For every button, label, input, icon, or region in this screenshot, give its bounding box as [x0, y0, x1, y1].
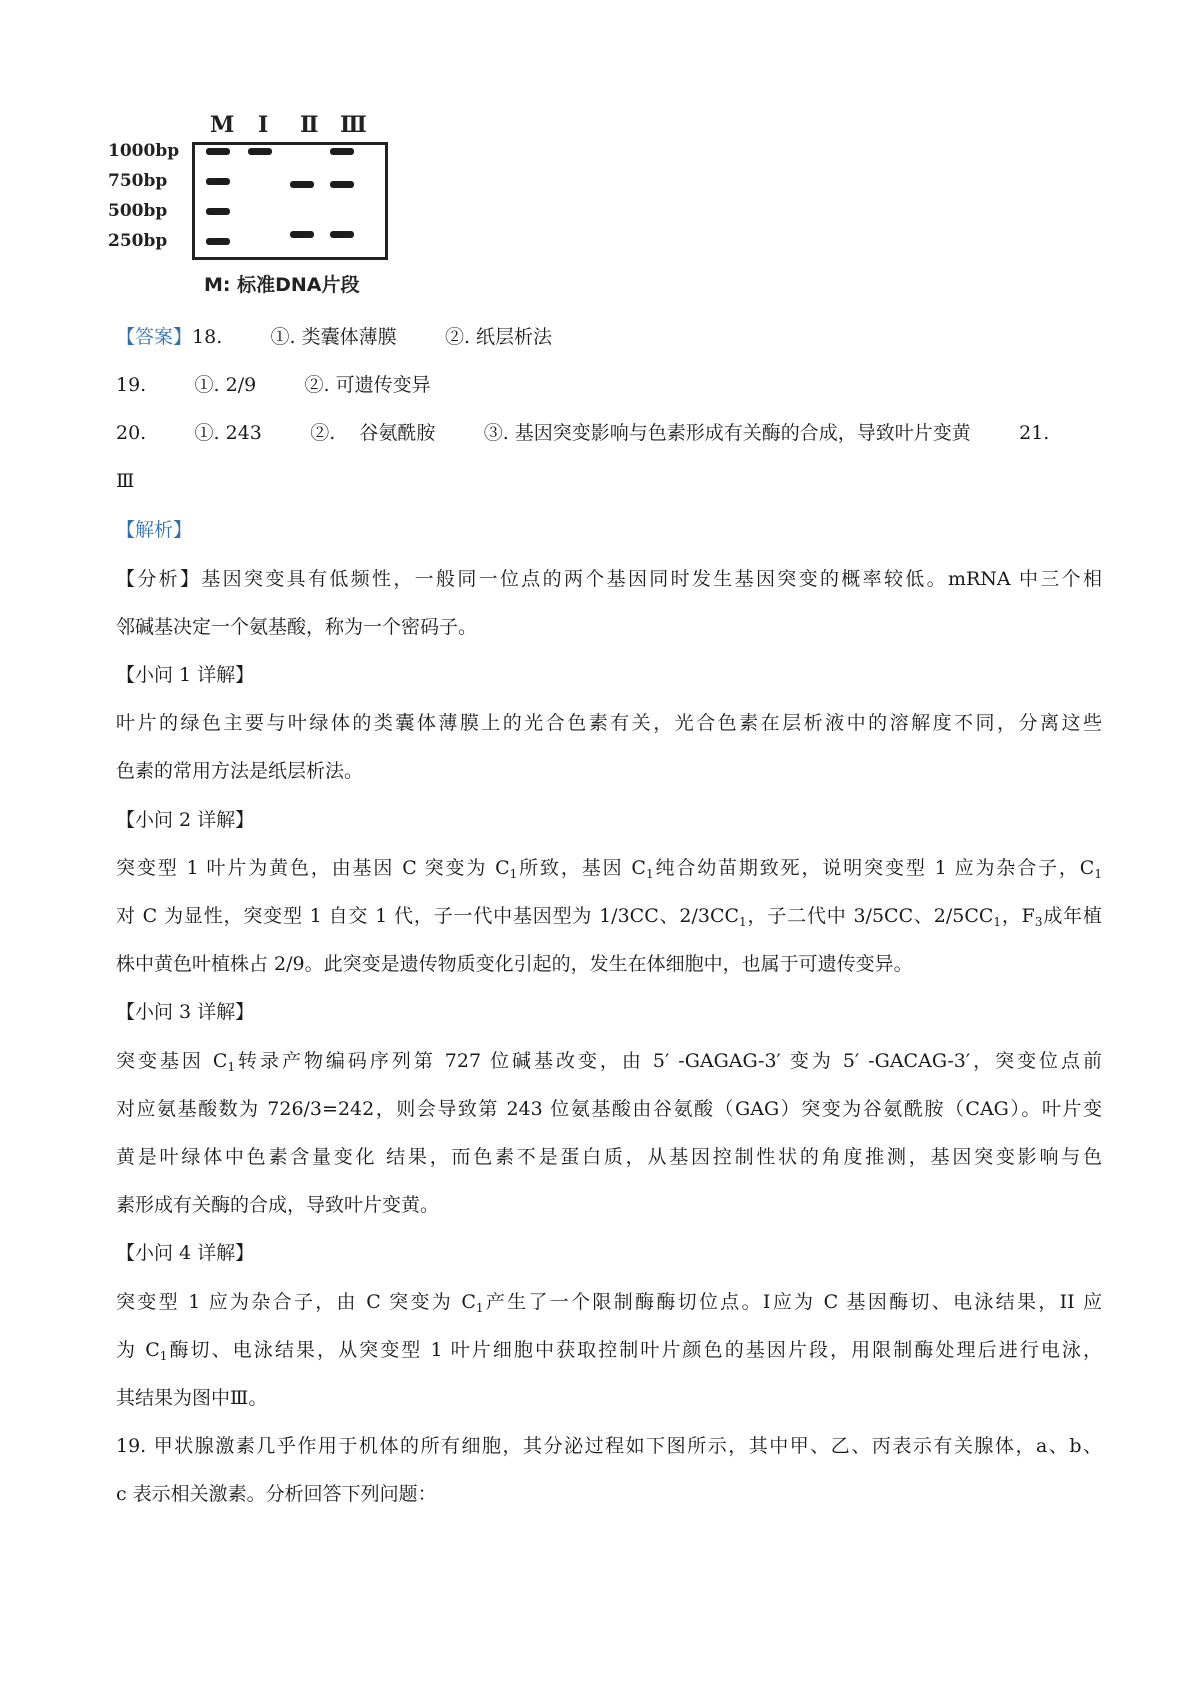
band-m-1000: [206, 148, 230, 155]
ladder-label-750: 750bp: [108, 171, 168, 191]
subquestion-3-line1: 突变基因 $C_1$转录产物编码序列第 727 位碱基改变，由 5′ -GAGAG-3′ 变为 5′ -GACAG-3′，突变位点前: [116, 1050, 1102, 1074]
gel-caption: M: 标准DNA片段: [204, 274, 360, 296]
subquestion-3-line4: 素形成有关酶的合成，导致叶片变黄。: [116, 1194, 440, 1216]
gel-electrophoresis-figure: [108, 112, 408, 302]
lane-label-m: M: [210, 112, 235, 138]
band-ii-250: [290, 231, 314, 238]
question-19-line1: 19. 甲状腺激素几乎作用于机体的所有细胞，其分泌过程如下图所示，其中甲、乙、丙表示有关腺体，a、b、: [116, 1435, 1102, 1457]
subquestion-3-heading: 【小问 3 详解】: [116, 1001, 255, 1023]
subquestion-2-heading: 【小问 2 详解】: [116, 809, 255, 831]
analysis-p1-line1: 【分析】基因突变具有低频性，一般同一位点的两个基因同时发生基因突变的概率较低。mRNA 中三个相: [116, 568, 1102, 590]
answer-line-21: Ⅲ: [116, 470, 135, 492]
lane-label-i: Ⅰ: [258, 112, 269, 138]
subquestion-1-line1: 叶片的绿色主要与叶绿体的类囊体薄膜上的光合色素有关，光合色素在层析液中的溶解度不同，分离这些: [116, 712, 1102, 734]
ladder-label-500: 500bp: [108, 201, 168, 221]
answer-tag: 【答案】: [116, 326, 193, 348]
subquestion-3-line3: 黄是叶绿体中色素含量变化 结果，而色素不是蛋白质，从基因控制性状的角度推测，基因突变影响与色: [116, 1146, 1102, 1168]
subquestion-4-line3: 其结果为图中Ⅲ。: [116, 1387, 268, 1409]
band-i-1000: [248, 148, 272, 155]
band-m-750: [206, 178, 230, 185]
subquestion-1-line2: 色素的常用方法是纸层析法。: [116, 760, 364, 782]
ladder-label-250: 250bp: [108, 231, 168, 251]
analysis-p1-line2: 邻碱基决定一个氨基酸，称为一个密码子。: [116, 616, 478, 638]
band-m-500: [206, 208, 230, 215]
ladder-label-1000: 1000bp: [108, 141, 180, 161]
band-ii-750: [290, 181, 314, 188]
subquestion-2-line2: 对 C 为显性，突变型 1 自交 1 代，子一代中基因型为 1/3CC、$2/3CC_1$，子二代中 3/5CC、$2/5CC_1$，$F_3$成年植: [116, 905, 1102, 929]
subquestion-2-line1: 突变型 1 叶片为黄色，由基因 C 突变为 $C_1$所致，基因 $C_1$纯合幼苗期致死，说明突变型 1 应为杂合子，$C_1$: [116, 857, 1102, 881]
subquestion-2-line3: 株中黄色叶植株占 2/9。此突变是遗传物质变化引起的，发生在体细胞中，也属于可遗传变异。: [116, 953, 913, 975]
lane-label-ii: Ⅱ: [300, 112, 319, 138]
band-iii-750: [330, 181, 354, 188]
subquestion-3-line2: 对应氨基酸数为 726/3=242，则会导致第 243 位氨基酸由谷氨酸（GAG）突变为谷氨酰胺（CAG）。叶片变: [116, 1098, 1102, 1120]
band-iii-250: [330, 231, 354, 238]
answer-line-18: 【答案】18. ①. 类囊体薄膜 ②. 纸层析法: [116, 326, 553, 348]
subquestion-4-line2: 为 $C_1$酶切、电泳结果，从突变型 1 叶片细胞中获取控制叶片颜色的基因片段，用限制酶处理后进行电泳，: [116, 1339, 1103, 1363]
answer-line-19: 19. ①. 2/9 ②. 可遗传变异: [116, 374, 431, 396]
subquestion-1-heading: 【小问 1 详解】: [116, 664, 255, 686]
band-iii-1000: [330, 148, 354, 155]
analysis-tag: 【解析】: [116, 519, 193, 541]
subquestion-4-heading: 【小问 4 详解】: [116, 1242, 255, 1264]
lane-label-iii: Ⅲ: [340, 112, 367, 138]
subquestion-4-line1: 突变型 1 应为杂合子，由 C 突变为 $C_1$产生了一个限制酶酶切位点。Ⅰ应为 C 基因酶切、电泳结果，II 应: [116, 1291, 1102, 1315]
answer-line-20: 20. ①. 243 ②. 谷氨酰胺 ③. 基因突变影响与色素形成有关酶的合成，导致叶片变黄 21.: [116, 422, 1050, 444]
question-19-line2: c 表示相关激素。分析回答下列问题：: [116, 1483, 437, 1505]
band-m-250: [206, 238, 230, 245]
